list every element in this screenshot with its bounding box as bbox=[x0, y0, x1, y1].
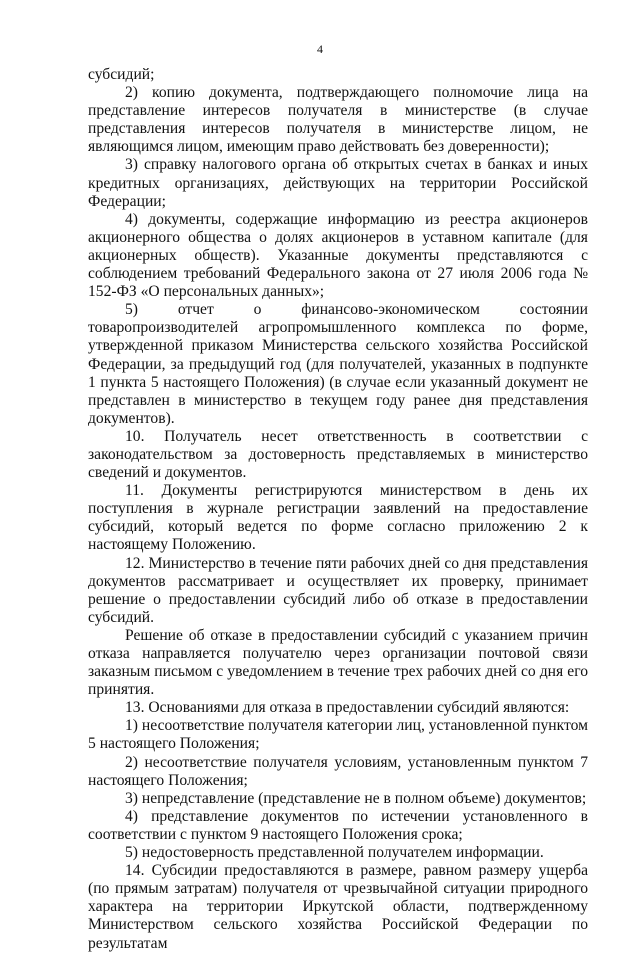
paragraph-refusal-decision: Решение об отказе в предоставлении субсидий с указанием причин отказа направляется получателю через организации почтовой связи заказным письмом с уведомлением в течение трех рабочих дней со дня его принятия. bbox=[88, 626, 588, 699]
paragraph-refusal-reason-4: 4) представление документов по истечении установленного в соответствии с пунктом 9 настоящего Положения срока; bbox=[88, 807, 588, 843]
paragraph-refusal-reason-2: 2) несоответствие получателя условиям, установленным пунктом 7 настоящего Положения; bbox=[88, 753, 588, 789]
page-number: 4 bbox=[317, 42, 323, 56]
paragraph-clause-10: 10. Получатель несет ответственность в соответствии с законодательством за достоверность представляемых в министерство сведений и документов. bbox=[88, 427, 588, 482]
paragraph-refusal-reason-1: 1) несоответствие получателя категории лиц, установленной пунктом 5 настоящего Положения; bbox=[88, 717, 588, 753]
paragraph-item-2-power-of-attorney: 2) копию документа, подтверждающего полномочие лица на представление интересов получателя в министерстве (в случае представления интересов получателя в министерстве лицом, не являющимся лицом, имеющим право действовать без доверенности); bbox=[88, 84, 588, 156]
paragraph-refusal-reason-5: 5) недостоверность представленной получателем информации. bbox=[125, 844, 544, 862]
paragraph-item-5-financial-report: 5) отчет о финансово-экономическом состоянии товаропроизводителей агропромышленного комплекса по форме, утвержденной приказом Министерства сельского хозяйства Российской Федерации, за предыдущий год (для получателей, указанных в подпункте 1 пункта 5 настоящего Положения) (в случае если указанный документ не представлен в министерство в текущем году ранее дня представления документов). bbox=[88, 301, 588, 427]
paragraph-clause-13: 13. Основаниями для отказа в предоставлении субсидий являются: bbox=[125, 699, 570, 717]
paragraph-item-4-shareholder-registry: 4) документы, содержащие информацию из реестра акционеров акционерного общества о долях акционеров в уставном капитале (для акционерных обществ). Указанные документы представляются с соблюдением требований Федерального закона от 27 июля 2006 года № 152-ФЗ «О персональных данных»; bbox=[88, 210, 588, 301]
paragraph-item-3-tax-certificate: 3) справку налогового органа об открытых счетах в банках и иных кредитных организациях, действующих на территории Российской Федерации; bbox=[88, 156, 588, 210]
paragraph-refusal-reason-3: 3) непредставление (представление не в полном объеме) документов; bbox=[125, 789, 587, 807]
paragraph-clause-14: 14. Субсидии предоставляются в размере, равном размеру ущерба (по прямым затратам) получателя от чрезвычайной ситуации природного характера на территории Иркутской области, подтвержденному Министерством сельского хозяйства Российской Федерации по результатам bbox=[88, 862, 588, 952]
paragraph-clause-12: 12. Министерство в течение пяти рабочих дней со дня представления документов рассматривает и осуществляет их проверку, принимает решение о предоставлении субсидий либо об отказе в предоставлении субсидий. bbox=[88, 554, 588, 626]
paragraph-clause-11: 11. Документы регистрируются министерством в день их поступления в журнале регистрации заявлений на предоставление субсидий, который ведется по форме согласно приложению 2 к настоящему Положению. bbox=[88, 482, 588, 554]
paragraph-subsidies-end: субсидий; bbox=[88, 66, 155, 83]
document-body bbox=[88, 66, 588, 953]
